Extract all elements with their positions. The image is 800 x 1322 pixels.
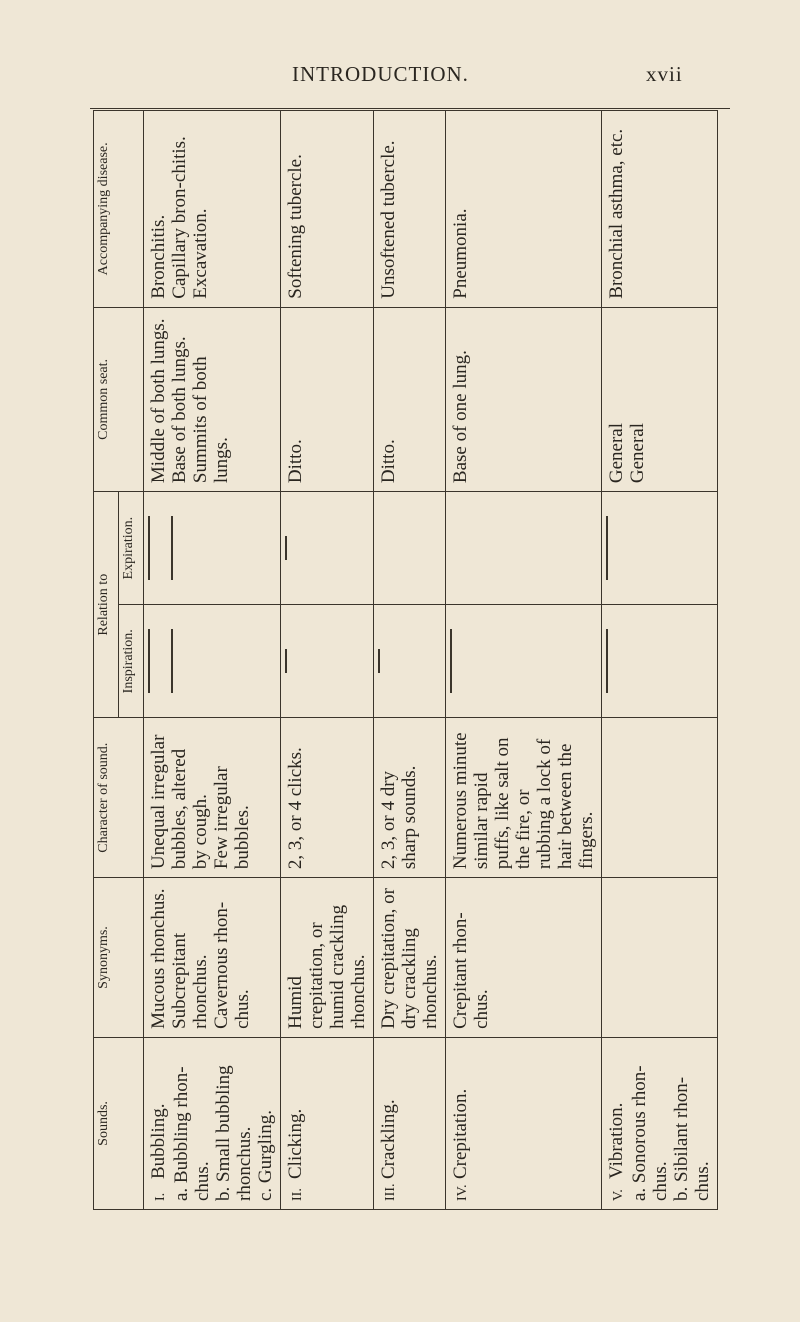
table-row bbox=[144, 111, 281, 1210]
inspiration-cell bbox=[446, 605, 602, 718]
sound-variant: b. Small bubbling rhonchus. bbox=[213, 1065, 255, 1201]
row-number: I. bbox=[153, 1192, 168, 1201]
synonyms-cell bbox=[602, 878, 718, 1038]
character-text: Numerous minute similar rapid puffs, like salt on the fire, or rubbing a lock of hair between the fingers. bbox=[450, 732, 597, 870]
dash-mark bbox=[285, 649, 287, 673]
disease-text: Bronchial asthma, etc. bbox=[606, 128, 627, 299]
table-row bbox=[602, 111, 718, 1210]
disease-cell bbox=[446, 111, 602, 308]
row-number: IV. bbox=[455, 1184, 470, 1201]
synonym: Mucous rhonchus. bbox=[148, 888, 169, 1029]
sound-name: Bubbling. bbox=[148, 1103, 169, 1179]
rotated-table-container bbox=[93, 110, 713, 1210]
seat-text: Middle of both lungs. bbox=[148, 318, 169, 484]
header-seat: Common seat. bbox=[94, 307, 144, 491]
character-cell bbox=[446, 718, 602, 878]
seat-text: General bbox=[627, 422, 648, 484]
synonym: Crepitant rhon-chus. bbox=[450, 912, 492, 1029]
character-cell bbox=[374, 718, 446, 878]
page-number: xvii bbox=[646, 62, 683, 86]
dash-mark bbox=[171, 516, 173, 580]
inspiration-cell bbox=[602, 605, 718, 718]
row-number: II. bbox=[290, 1188, 305, 1201]
synonym: Subcrepitant rhonchus. bbox=[169, 932, 211, 1029]
row-number: III. bbox=[383, 1183, 398, 1201]
header-expiration: Expiration. bbox=[119, 492, 144, 605]
sounds-cell bbox=[281, 1037, 374, 1209]
character-text: Unequal irregular bubbles, altered by cough. bbox=[148, 734, 211, 870]
expiration-cell bbox=[602, 492, 718, 605]
dash-mark bbox=[606, 629, 608, 693]
table-row bbox=[374, 111, 446, 1210]
inspiration-cell bbox=[281, 605, 374, 718]
disease-text: Softening tubercle. bbox=[285, 154, 306, 299]
dash-mark bbox=[285, 536, 287, 560]
seat-text: Summits of both lungs. bbox=[190, 356, 232, 484]
page-header bbox=[0, 56, 800, 96]
disease-cell bbox=[374, 111, 446, 308]
character-text: Few irregular bubbles. bbox=[211, 766, 253, 870]
synonym: Humid crepitation, or humid crackling rhonchus. bbox=[285, 904, 369, 1029]
seat-text: Base of one lung. bbox=[450, 350, 471, 484]
character-cell bbox=[144, 718, 281, 878]
sound-variant: a. Sonorous rhon-chus. bbox=[629, 1065, 671, 1201]
header-rule bbox=[90, 108, 730, 109]
header-disease: Accompanying disease. bbox=[94, 111, 144, 308]
character-text: 2, 3, or 4 clicks. bbox=[285, 747, 306, 870]
header-sounds: Sounds. bbox=[94, 1037, 144, 1209]
seat-cell bbox=[446, 307, 602, 491]
row-number: V. bbox=[611, 1189, 626, 1201]
disease-text: Excavation. bbox=[190, 208, 211, 299]
expiration-cell bbox=[281, 492, 374, 605]
seat-cell bbox=[281, 307, 374, 491]
synonyms-cell bbox=[446, 878, 602, 1038]
dash-mark bbox=[450, 629, 452, 693]
synonyms-cell bbox=[374, 878, 446, 1038]
seat-text: Ditto. bbox=[378, 439, 399, 484]
sound-name: Crepitation. bbox=[450, 1088, 471, 1179]
header-relation: Relation to bbox=[94, 492, 119, 718]
disease-cell bbox=[602, 111, 718, 308]
seat-cell bbox=[374, 307, 446, 491]
synonym: Cavernous rhon-chus. bbox=[211, 901, 253, 1029]
disease-text: Capillary bron-chitis. bbox=[169, 136, 190, 299]
sound-name: Crackling. bbox=[378, 1099, 399, 1179]
seat-cell bbox=[144, 307, 281, 491]
header-character: Character of sound. bbox=[94, 718, 144, 878]
synonyms-cell bbox=[144, 878, 281, 1038]
expiration-cell bbox=[446, 492, 602, 605]
inspiration-cell bbox=[374, 605, 446, 718]
seat-text: General bbox=[606, 422, 627, 484]
character-text: 2, 3, or 4 dry sharp sounds. bbox=[378, 765, 420, 870]
auscultation-table bbox=[93, 110, 718, 1210]
sounds-cell bbox=[144, 1037, 281, 1209]
expiration-cell bbox=[144, 492, 281, 605]
dash-mark bbox=[606, 516, 608, 580]
dash-mark bbox=[171, 629, 173, 693]
table-row bbox=[446, 111, 602, 1210]
sound-name: Vibration. bbox=[606, 1102, 627, 1179]
disease-cell bbox=[144, 111, 281, 308]
disease-text: Unsoftened tubercle. bbox=[378, 140, 399, 299]
header-synonyms: Synonyms. bbox=[94, 878, 144, 1038]
character-cell bbox=[602, 718, 718, 878]
seat-cell bbox=[602, 307, 718, 491]
running-title: INTRODUCTION. bbox=[292, 62, 469, 86]
disease-cell bbox=[281, 111, 374, 308]
synonym: Dry crepitation, or dry crackling rhonchus. bbox=[378, 888, 441, 1029]
synonyms-cell bbox=[281, 878, 374, 1038]
sounds-cell bbox=[602, 1037, 718, 1209]
disease-text: Bronchitis. bbox=[148, 214, 169, 299]
character-cell bbox=[281, 718, 374, 878]
sound-name: Clicking. bbox=[285, 1108, 306, 1179]
expiration-cell bbox=[374, 492, 446, 605]
sounds-cell bbox=[446, 1037, 602, 1209]
sound-variant: a. Bubbling rhon-chus. bbox=[171, 1066, 213, 1201]
seat-text: Ditto. bbox=[285, 439, 306, 484]
sound-variant: c. Gurgling. bbox=[255, 1110, 276, 1201]
dash-mark bbox=[378, 649, 380, 673]
inspiration-cell bbox=[144, 605, 281, 718]
sounds-cell bbox=[374, 1037, 446, 1209]
sound-variant: b. Sibilant rhon-chus. bbox=[671, 1076, 713, 1201]
table-row bbox=[281, 111, 374, 1210]
seat-text: Base of both lungs. bbox=[169, 336, 190, 484]
header-inspiration: Inspiration. bbox=[119, 605, 144, 718]
disease-text: Pneumonia. bbox=[450, 208, 471, 299]
